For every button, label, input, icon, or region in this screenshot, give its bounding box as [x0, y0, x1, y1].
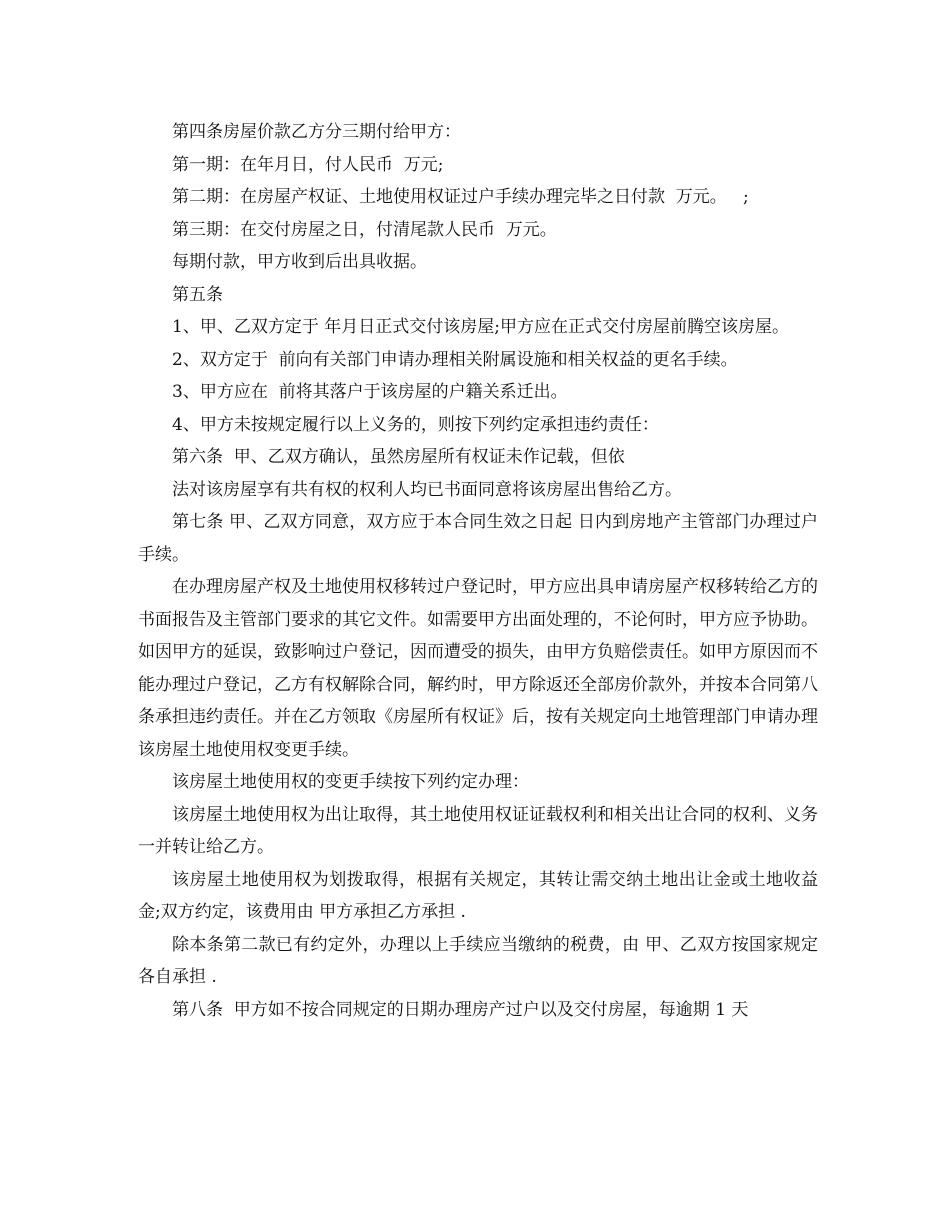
paragraph-5-1: 1、甲、乙双方定于 年月日正式交付该房屋;甲方应在正式交付房屋前腾空该房屋。 — [172, 317, 789, 337]
paragraph-article-6-line-2: 法对该房屋享有共有权的权利人均已书面同意将该房屋出售给乙方。 — [172, 479, 682, 500]
paragraph-land-use-change: 该房屋土地使用权的变更手续按下列约定办理： — [172, 772, 529, 792]
paragraph-article-7: 第七条 甲、乙双方同意，双方应于本合同生效之日起 日内到房地产主管部门办理过户手续。 — [138, 512, 818, 565]
paragraph-land-allocation: 该房屋土地使用权为划拨取得，根据有关规定，其转让需交纳土地出让金或土地收益金;双方约定，该费用由 甲方承担乙方承担 . — [138, 869, 818, 922]
paragraph-article-5: 第五条 — [172, 284, 223, 305]
paragraph-taxes: 除本条第二款已有约定外，办理以上手续应当缴纳的税费，由 甲、乙双方按国家规定各自承担 . — [138, 934, 818, 987]
paragraph-transfer-registration: 在办理房屋产权及土地使用权移转过户登记时，甲方应出具申请房屋产权移转给乙方的书面报告及主管部门要求的其它文件。如需要甲方出面处理的，不论何时，甲方应予协助。如因甲方的延误，致影响过户登记，因而遭受的损失，由甲方负赔偿责任。如甲方原因而不能办理过户登记，乙方有权解除合同，解约时，甲方除返还全部房价款外，并按本合同第八条承担违约责任。并在乙方领取《房屋所有权证》后，按有关规定向土地管理部门申请办理该房屋土地使用权变更手续。 — [138, 577, 818, 760]
paragraph-article-4: 第四条房屋价款乙方分三期付给甲方： — [172, 122, 461, 142]
paragraph-payment-3: 第三期：在交付房屋之日，付清尾款人民币 万元。 — [172, 219, 557, 240]
paragraph-receipt: 每期付款，甲方收到后出具收据。 — [172, 252, 427, 272]
paragraph-payment-2: 第二期：在房屋产权证、土地使用权证过户手续办理完毕之日付款 万元。 ; — [172, 187, 749, 207]
paragraph-5-3: 3、甲方应在 前将其落户于该房屋的户籍关系迁出。 — [172, 382, 568, 402]
paragraph-5-4: 4、甲方未按规定履行以上义务的，则按下列约定承担违约责任： — [172, 414, 659, 435]
paragraph-article-8: 第八条 甲方如不按合同规定的日期办理房产过户以及交付房屋，每逾期 1 天 — [172, 999, 749, 1020]
paragraph-article-6-line-1: 第六条 甲、乙双方确认，虽然房屋所有权证未作记载，但依 — [172, 447, 625, 467]
paragraph-5-2: 2、双方定于 前向有关部门申请办理相关附属设施和相关权益的更名手续。 — [172, 349, 738, 370]
paragraph-payment-1: 第一期：在年月日，付人民币 万元; — [172, 154, 444, 175]
paragraph-land-transfer-grant: 该房屋土地使用权为出让取得，其土地使用权证证载权利和相关出让合同的权利、义务一并转让给乙方。 — [138, 804, 818, 857]
document-body — [138, 116, 818, 1026]
